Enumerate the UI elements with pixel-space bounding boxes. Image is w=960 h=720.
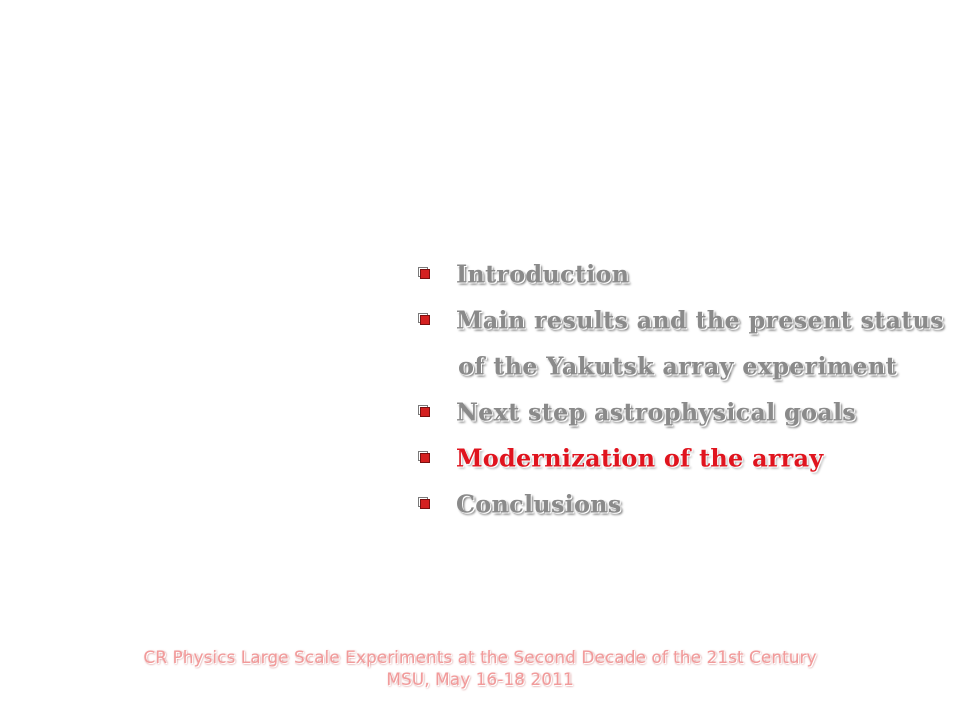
footer-venue-date: MSU, May 16-18 2011 <box>386 670 574 690</box>
agenda-item-label: of the Yakutsk array experiment <box>458 351 897 381</box>
square-bullet-icon <box>418 405 429 416</box>
agenda-item-next-step <box>418 392 944 438</box>
agenda-item-introduction <box>418 254 944 300</box>
agenda-item-label: Introduction <box>456 259 630 289</box>
agenda-item-label: Conclusions <box>456 489 622 519</box>
square-bullet-icon <box>418 267 429 278</box>
agenda-item-label: Main results and the present status <box>456 305 944 335</box>
agenda-item-label: Next step astrophysical goals <box>456 397 856 427</box>
agenda-item-label: Modernization of the array <box>456 443 824 473</box>
agenda-item-main-results-continuation <box>418 346 944 392</box>
agenda-item-main-results <box>418 300 944 346</box>
agenda-item-conclusions <box>418 484 944 530</box>
square-bullet-icon <box>418 451 429 462</box>
agenda-list <box>418 254 944 530</box>
footer-conference-title: CR Physics Large Scale Experiments at the Second Decade of the 21st Century <box>143 648 817 668</box>
agenda-item-modernization <box>418 438 944 484</box>
square-bullet-icon <box>418 497 429 508</box>
square-bullet-icon <box>418 313 429 324</box>
